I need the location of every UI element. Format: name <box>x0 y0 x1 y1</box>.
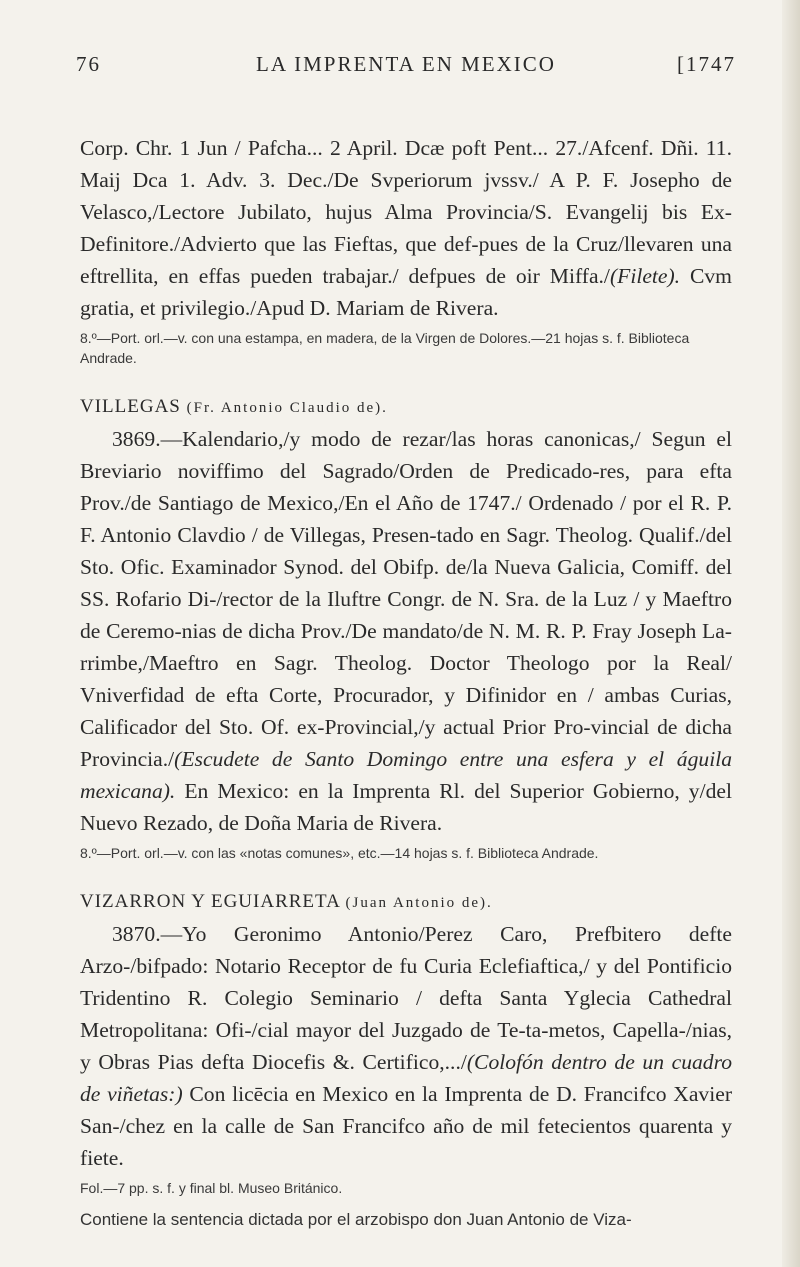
entry-3870 <box>80 887 732 1198</box>
page-body <box>80 132 732 1232</box>
page-edge-shadow <box>782 0 800 1267</box>
entry-note: 8.º—Port. orl.—v. con las «notas comunes», etc.—14 hojas s. f. Biblioteca Andrade. <box>80 845 599 861</box>
entry-continuation <box>80 132 732 368</box>
entry-body: Corp. Chr. 1 Jun / Pafcha... 2 April. Dcæ poft Pent... 27./Afcenf. Dñi. 11. Maij Dca 1. Adv. 3. Dec./De Svperiorum jvssv./ A P. F. Josepho de Velasco,/Lectore Jubilato, hujus Alma Provincia/S. Evangelij bis Ex-Definitore./Advierto que las Fieftas, que def-pues de la Cruz/llevaren una eftrellita, en effas pueden trabajar./ defpues de oir Miffa./ <box>80 136 732 288</box>
entry-body-after: En Mexico: en la Imprenta Rl. del Superior Gobierno, y/del Nuevo Rezado, de Doña Maria de Rivera. <box>80 779 732 835</box>
author-name: VIZARRON Y EGUIARRETA <box>80 891 340 912</box>
header-year: [1747 <box>677 52 736 76</box>
entry-3869 <box>80 392 732 863</box>
author-detail: (Fr. Antonio Claudio de). <box>186 400 388 416</box>
entry-body-after: Cvm gratia, et privilegio./Apud D. Mariam de Rivera. <box>80 264 732 320</box>
entry-note: 8.º—Port. orl.—v. con una estampa, en madera, de la Virgen de Dolores.—21 hojas s. f. Biblioteca Andrade. <box>80 330 690 366</box>
entry-italic: (Filete). <box>609 264 681 288</box>
entry-body: 3869.—Kalendario,/y modo de rezar/las horas canonicas,/ Segun el Breviario noviffimo del Sagrado/Orden de Predicado-res, para efta Prov./de Santiago de Mexico,/En el Año de 1747./ Ordenado / por el R. P. F. Antonio Clavdio / de Villegas, Presen-tado en Sagr. Theolog. Qualif./del Sto. Ofic. Examinador Synod. del Obifp. de/la Nueva Galicia, Comiff. del SS. Rofario Di-/rector de la Iluftre Congr. de N. Sra. de la Luz / y Maeftro de Ceremo-nias de dicha Prov./De mandato/de N. M. R. P. Fray Joseph La-rrimbe,/Maeftro en Sagr. Theolog. Doctor Theologo por la Real/ Vniverfidad de efta Corte, Procurador, y Difinidor en / ambas Curias, Calificador del Sto. Of. ex-Provincial,/y actual Prior Pro-vincial de dicha Provincia./ <box>80 427 732 771</box>
entry-italic: (Colofón dentro de un cuadro de viñetas:) <box>80 1050 732 1106</box>
entry-note: Fol.—7 pp. s. f. y final bl. Museo Británico. <box>80 1180 343 1196</box>
entry-body-after: Con licēcia en Mexico en la Imprenta de D. Francifco Xavier San-/chez en la calle de San Francifco año de mil fetecientos quarenta y fiete. <box>80 1082 733 1170</box>
entry-text <box>80 423 732 839</box>
page-number: 76 <box>76 52 101 76</box>
closing-line: Contiene la sentencia dictada por el arzobispo don Juan Antonio de Viza- <box>80 1210 632 1229</box>
entry-heading <box>80 887 732 918</box>
entry-text <box>80 918 732 1174</box>
entry-text <box>80 132 732 324</box>
author-name: VILLEGAS <box>80 396 181 417</box>
running-header <box>76 52 736 82</box>
entry-body: 3870.—Yo Geronimo Antonio/Perez Caro, Prefbitero defte Arzo-/bifpado: Notario Receptor de fu Curia Eclefiaftica,/ y del Pontificio Tridentino R. Colegio Seminario / defta Santa Yglecia Cathedral Metropolitana: Ofi-/cial mayor del Juzgado de Te-ta-metos, Capella-/nias, y Obras Pias defta Diocefis &. Certifico,.../ <box>80 922 732 1074</box>
entry-heading <box>80 392 732 423</box>
author-detail: (Juan Antonio de). <box>345 895 493 911</box>
running-title: LA IMPRENTA EN MEXICO <box>256 52 556 76</box>
entry-italic: (Escudete de Santo Domingo entre una esfera y el águila mexicana). <box>80 747 732 803</box>
